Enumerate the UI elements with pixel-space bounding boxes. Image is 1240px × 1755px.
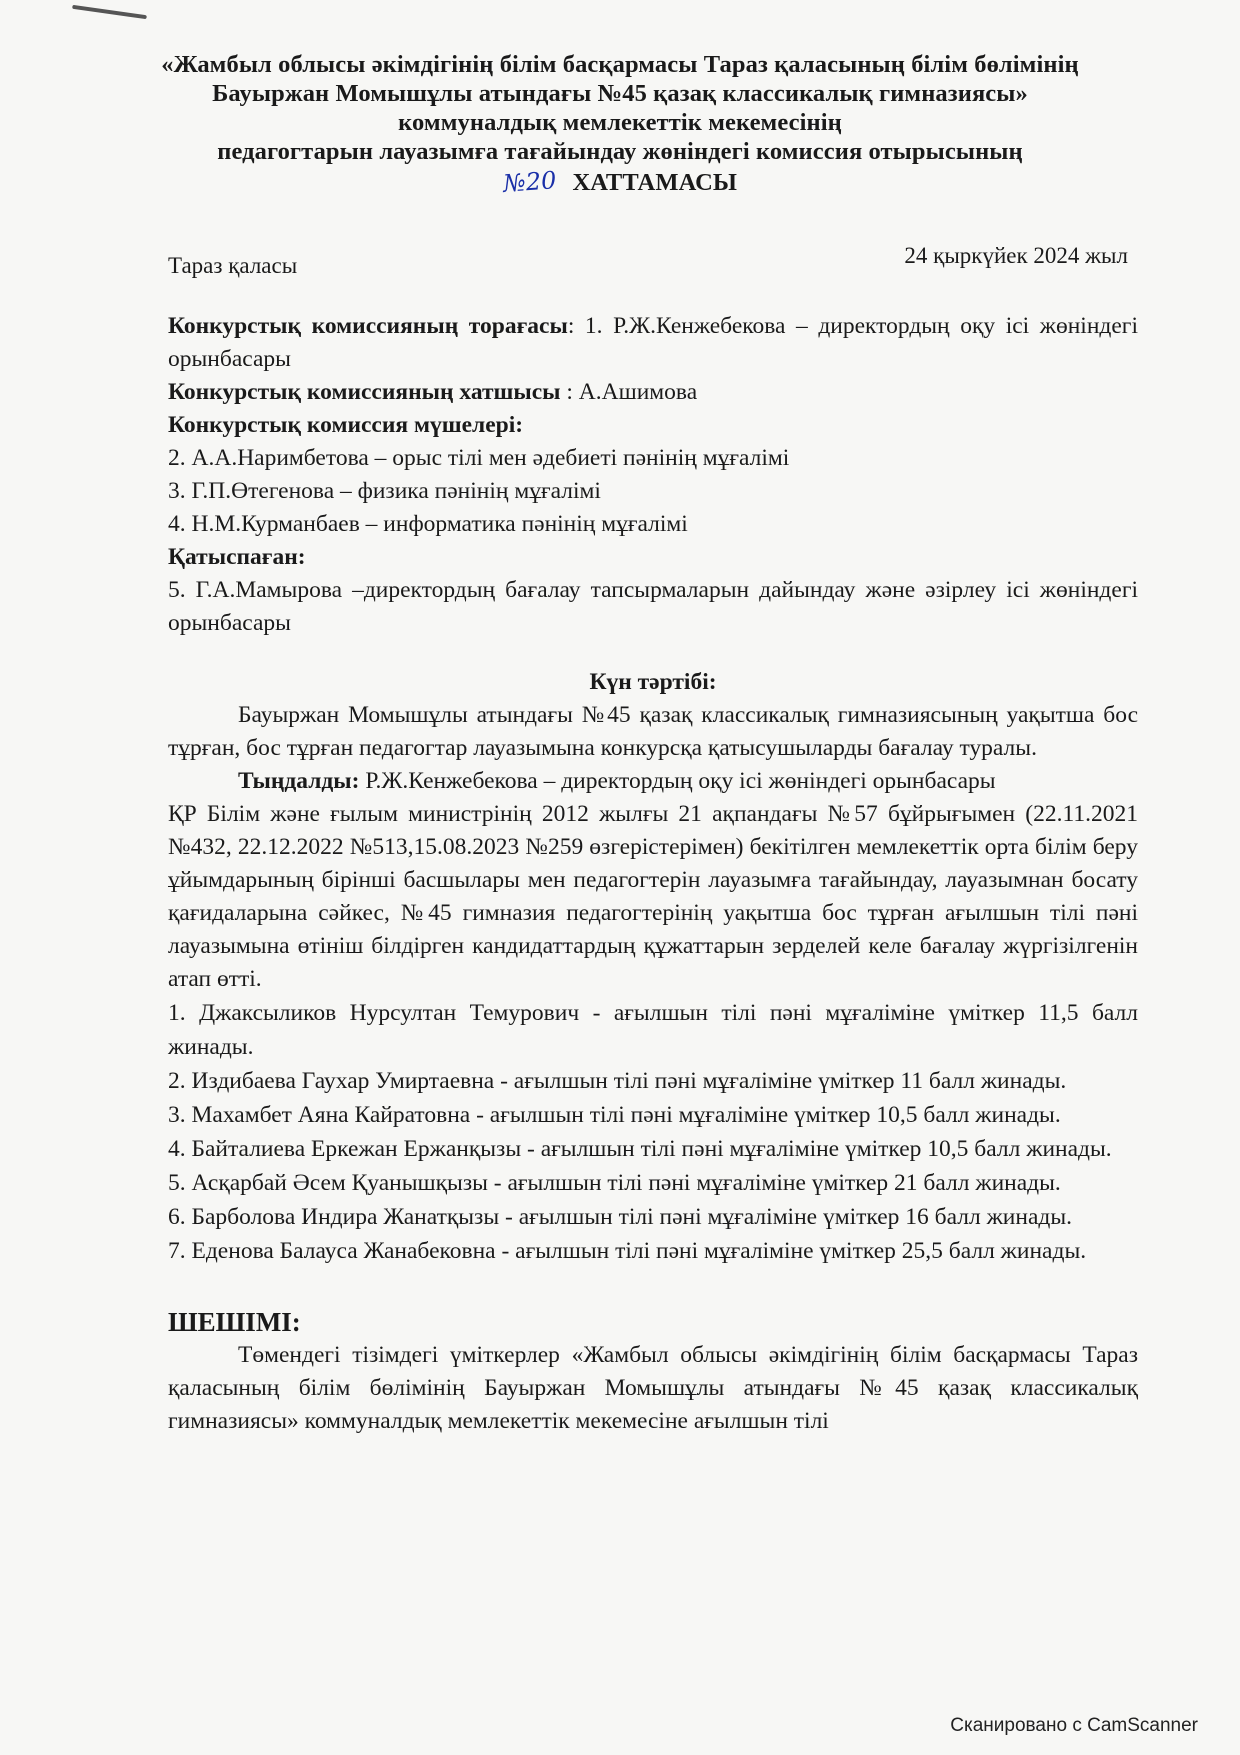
handwritten-protocol-number: №20 [501,166,558,198]
member-item: 2. А.А.Наримбетова – орыс тілі мен әдебиеті пәнінің мұғалімі [168,445,790,471]
document-body [168,310,1138,1438]
meta-city: Тараз қаласы [168,253,298,278]
header-line-4: педагогтарын лауазымға тағайындау жөніндегі комиссия отырысының [217,138,1023,165]
document-title: ХАТТАМАСЫ [572,169,738,196]
agenda-text: Бауыржан Момышұлы атындағы №45 қазақ классикалық гимназиясының уақытша бос тұрған, бос тұрған педагогтар лауазымына конкурсқа қатысушыларды бағалау туралы. [168,702,1138,761]
meta-date: 24 қыркүйек 2024 жыл [904,243,1128,268]
agenda-heading: Күн тәртібі: [589,669,717,695]
candidate-item: 7. Еденова Балауса Жанабековна - ағылшын тілі пәні мұғаліміне үміткер 25,5 балл жинады. [168,1238,1087,1264]
header-line-1: «Жамбыл облысы әкімдігінің білім басқармасы Тараз қаласының білім бөлімінің [161,51,1079,78]
commission-secretary [168,376,1138,409]
heard-speaker: Р.Ж.Кенжебекова – директордың оқу ісі жөніндегі орынбасары [359,768,996,794]
candidate-item: 1. Джаксыликов Нурсултан Темурович - ағылшын тілі пәні мұғаліміне үміткер 11,5 балл жинады. [168,1000,1138,1060]
member-item: 3. Г.П.Өтегенова – физика пәнінің мұғалімі [168,478,601,504]
heard-text: ҚР Білім және ғылым министрінің 2012 жылғы 21 ақпандағы №57 бұйрығымен (22.11.2021 №432, 22.12.2022 №513,15.08.2023 №259 өзгерістерімен) бекітілген мемлекеттік орта білім беру ұйымдарының бірінші басшылары мен педагогтерін лауазымға тағайындау, лауазымнан босату қағидаларына сәйкес, №45 гимназия педагогтерінің уақытша бос тұрған ағылшын тілі пәні лауазымына өтініш білдірген кандидаттардың құжаттарын зерделей келе бағалау жүргізілгенін атап өтті. [168,801,1138,992]
document-header [150,50,1090,197]
candidate-item: 2. Издибаева Гаухар Умиртаевна - ағылшын тілі пәні мұғаліміне үміткер 11 балл жинады. [168,1068,1067,1094]
decision-text: Төмендегі тізімдегі үміткерлер «Жамбыл облысы әкімдігінің білім басқармасы Тараз қаласының білім бөлімінің Бауыржан Момышұлы атындағы №45 қазақ классикалық гимназиясы» коммуналдық мемлекеттік мекемесіне ағылшын тілі [168,1342,1138,1434]
decision-heading: ШЕШІМІ: [168,1307,301,1337]
secretary-label: Конкурстық комиссияның хатшысы [168,379,561,405]
absent-member: 5. Г.А.Мамырова –директордың бағалау тапсырмаларын дайындау және әзірлеу ісі жөніндегі орынбасары [168,577,1138,636]
chair-value: : 1. Р.Ж.Кенжебекова – директордың оқу ісі жөніндегі орынбасары [168,313,1138,372]
candidate-item: 4. Байталиева Еркежан Ержанқызы - ағылшын тілі пәні мұғаліміне үміткер 10,5 балл жинады. [168,1136,1112,1162]
heard-label: Тыңдалды: [238,768,360,794]
header-line-2: Бауыржан Момышұлы атындағы №45 қазақ классикалық гимназиясы» [212,80,1028,107]
candidate-item: 3. Махамбет Аяна Кайратовна - ағылшын тілі пәні мұғаліміне үміткер 10,5 балл жинады. [168,1102,1061,1128]
document-title-row [150,168,1090,197]
header-line-3: коммуналдық мемлекеттік мекемесінің [398,109,842,136]
secretary-value: : А.Ашимова [560,379,698,405]
scan-mark [72,5,147,19]
scanner-watermark: Сканировано с CamScanner [950,1715,1198,1736]
heard-line [168,765,1138,798]
members-label: Конкурстық комиссия мүшелері: [168,412,524,438]
candidate-list [168,996,1138,1268]
absent-label: Қатыспаған: [168,544,306,570]
candidate-item: 6. Барболова Индира Жанатқызы - ағылшын тілі пәні мұғаліміне үміткер 16 балл жинады. [168,1204,1073,1230]
chair-label: Конкурстық комиссияның торағасы [168,313,568,339]
commission-chair [168,310,1138,376]
member-item: 4. Н.М.Курманбаев – информатика пәнінің мұғалімі [168,511,688,537]
candidate-item: 5. Асқарбай Әсем Қуанышқызы - ағылшын тілі пәні мұғаліміне үміткер 21 балл жинады. [168,1170,1061,1196]
